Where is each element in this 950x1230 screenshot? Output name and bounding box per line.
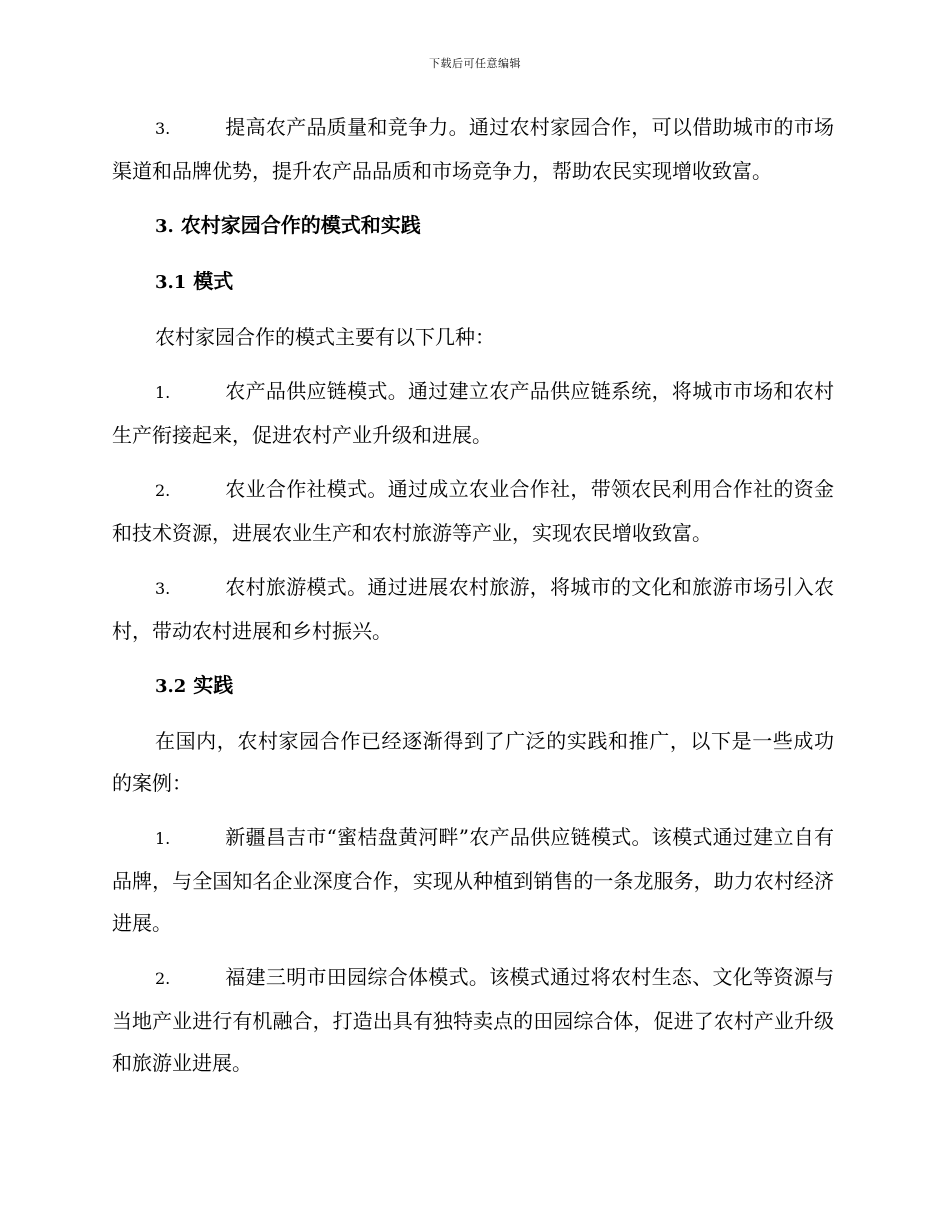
list-item-number: 2.	[155, 969, 171, 988]
section-heading-number: 3.	[155, 216, 174, 237]
list-item-number: 1.	[155, 383, 171, 402]
list-item-text: 提高农产品质量和竞争力。通过农村家园合作，可以借助城市的市场渠道和品牌优势，提升农产品品质和市场竞争力，帮助农民实现增收致富。	[112, 115, 834, 183]
subsection-heading-number: 3.1	[155, 272, 187, 293]
list-item	[112, 468, 834, 554]
document-body	[112, 106, 834, 1096]
list-item	[112, 566, 834, 652]
subsection-heading-text: 模式	[193, 269, 234, 293]
paragraph: 在国内，农村家园合作已经逐渐得到了广泛的实践和推广，以下是一些成功的案例：	[112, 729, 834, 795]
paragraph: 农村家园合作的模式主要有以下几种：	[155, 325, 495, 349]
list-item-text: 福建三明市田园综合体模式。该模式通过将农村生态、文化等资源与当地产业进行有机融合，打造出具有独特卖点的田园综合体，促进了农村产业升级和旅游业进展。	[112, 965, 834, 1075]
list-item-text: 新疆昌吉市“蜜桔盘黄河畔”农产品供应链模式。该模式通过建立自有品牌，与全国知名企业深度合作，实现从种植到销售的一条龙服务，助力农村经济进展。	[112, 825, 834, 935]
page-header: 下载后可任意编辑	[429, 57, 521, 70]
list-item	[112, 816, 834, 944]
subsection-heading	[112, 260, 834, 304]
list-item-number: 2.	[155, 481, 171, 500]
subsection-heading	[112, 664, 834, 708]
list-item-number: 3.	[155, 119, 171, 138]
section-heading	[112, 204, 834, 248]
list-item	[112, 956, 834, 1084]
list-item-text: 农业合作社模式。通过成立农业合作社，带领农民利用合作社的资金和技术资源，进展农业生产和农村旅游等产业，实现农民增收致富。	[112, 477, 834, 545]
list-item-text: 农村旅游模式。通过进展农村旅游，将城市的文化和旅游市场引入农村，带动农村进展和乡村振兴。	[112, 575, 834, 643]
list-item-number: 1.	[155, 829, 171, 848]
subsection-heading-number: 3.2	[155, 676, 187, 697]
list-item-number: 3.	[155, 579, 171, 598]
list-item	[112, 106, 834, 192]
list-item	[112, 370, 834, 456]
section-heading-text: 农村家园合作的模式和实践	[180, 213, 421, 237]
list-item-text: 农产品供应链模式。通过建立农产品供应链系统，将城市市场和农村生产衔接起来，促进农村产业升级和进展。	[112, 379, 834, 447]
subsection-heading-text: 实践	[193, 673, 234, 697]
